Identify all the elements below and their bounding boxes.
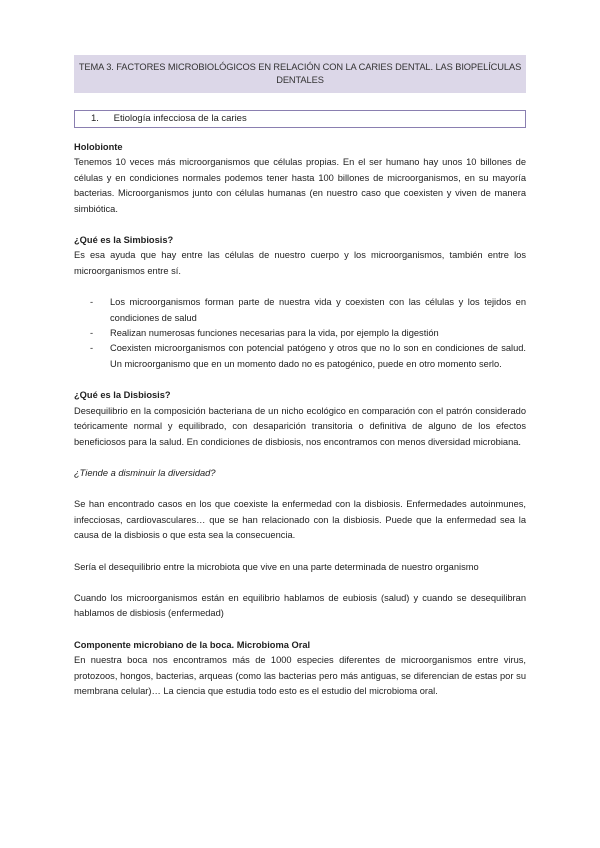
microbioma-heading: Componente microbiano de la boca. Microbioma Oral (74, 639, 311, 650)
list-item: - Los microorganismos forman parte de nuestra vida y coexisten con las células y los tejidos en condiciones de salud (90, 297, 526, 323)
disbiosis-paragraph-2: Se han encontrado casos en los que coexiste la enfermedad con la disbiosis. Enfermedades autoinmunes, infecciosas, cardiovasculares… que se han relacionado con la disbiosis. Puede que la enfermedad sea la causa de la disbiosis o que esta sea la consecuencia. (74, 499, 526, 541)
holobionte-heading: Holobionte (74, 142, 123, 152)
list-item: - Coexisten microorganismos con potencial patógeno y otros que no lo son en condiciones de salud. Un microorganismo que en un momento dado no es patogénico, puede en otro momento serlo. (90, 343, 526, 369)
list-bullet: - (90, 343, 94, 354)
section-heading (74, 110, 526, 128)
section-title: Etiología infecciosa de la caries (113, 113, 247, 124)
disbiosis-paragraph-4: Cuando los microorganismos están en equilibrio hablamos de eubiosis (salud) y cuando se desequilibran hablamos de disbiosis (enfermedad) (74, 592, 526, 619)
list-bullet: - (90, 328, 94, 339)
simbiosis-list (74, 295, 526, 372)
disbiosis-paragraph-3: Sería el desequilibrio entre la microbiota que vive en una parte determinada de nuestro organismo (74, 561, 479, 572)
simbiosis-heading: ¿Qué es la Simbiosis? (74, 235, 174, 246)
document-body (74, 140, 526, 699)
disbiosis-heading: ¿Qué es la Disbiosis? (74, 390, 171, 401)
list-bullet: - (90, 297, 94, 308)
disbiosis-paragraph: Desequilibrio en la composición bacteriana de un nicho ecológico en comparación con el patrón considerado teóricamente normal y equilibrado, con desaparición transitoria o definitiva de alguno de los efectos beneficiosos para la salud. En condiciones de disbiosis, nos encontramos con menos diversidad microbiana. (74, 405, 526, 447)
disbiosis-question: ¿Tiende a disminuir la diversidad? (74, 467, 216, 478)
section-number: 1. (91, 113, 99, 124)
microbioma-paragraph: En nuestra boca nos encontramos más de 1000 especies diferentes de microorganismos entre virus, protozoos, hongos, bacterias, arqueas (como las bacterias pero más antiguas, se diferencian de estas por su membrana celular)… La ciencia que estudia todo esto es el estudio del microbioma oral. (74, 655, 526, 696)
simbiosis-paragraph: Es esa ayuda que hay entre las células de nuestro cuerpo y los microorganismos, también entre los microorganismos entre sí. (74, 250, 526, 276)
holobionte-paragraph: Tenemos 10 veces más microorganismos que células propias. En el ser humano hay unos 10 billones de células y en condiciones normales podemos tener hasta 100 billones de microorganismos, en su mayoría bacterias. Microorganismos junto con células humanas (en nuestro caso que coexisten y viven de manera simbiótica. (74, 157, 526, 214)
list-item: - Realizan numerosas funciones necesarias para la vida, por ejemplo la digestión (74, 326, 526, 341)
chapter-title: TEMA 3. FACTORES MICROBIOLÓGICOS EN RELACIÓN CON LA CARIES DENTAL. LAS BIOPELÍCULAS DENTALES (74, 55, 526, 93)
